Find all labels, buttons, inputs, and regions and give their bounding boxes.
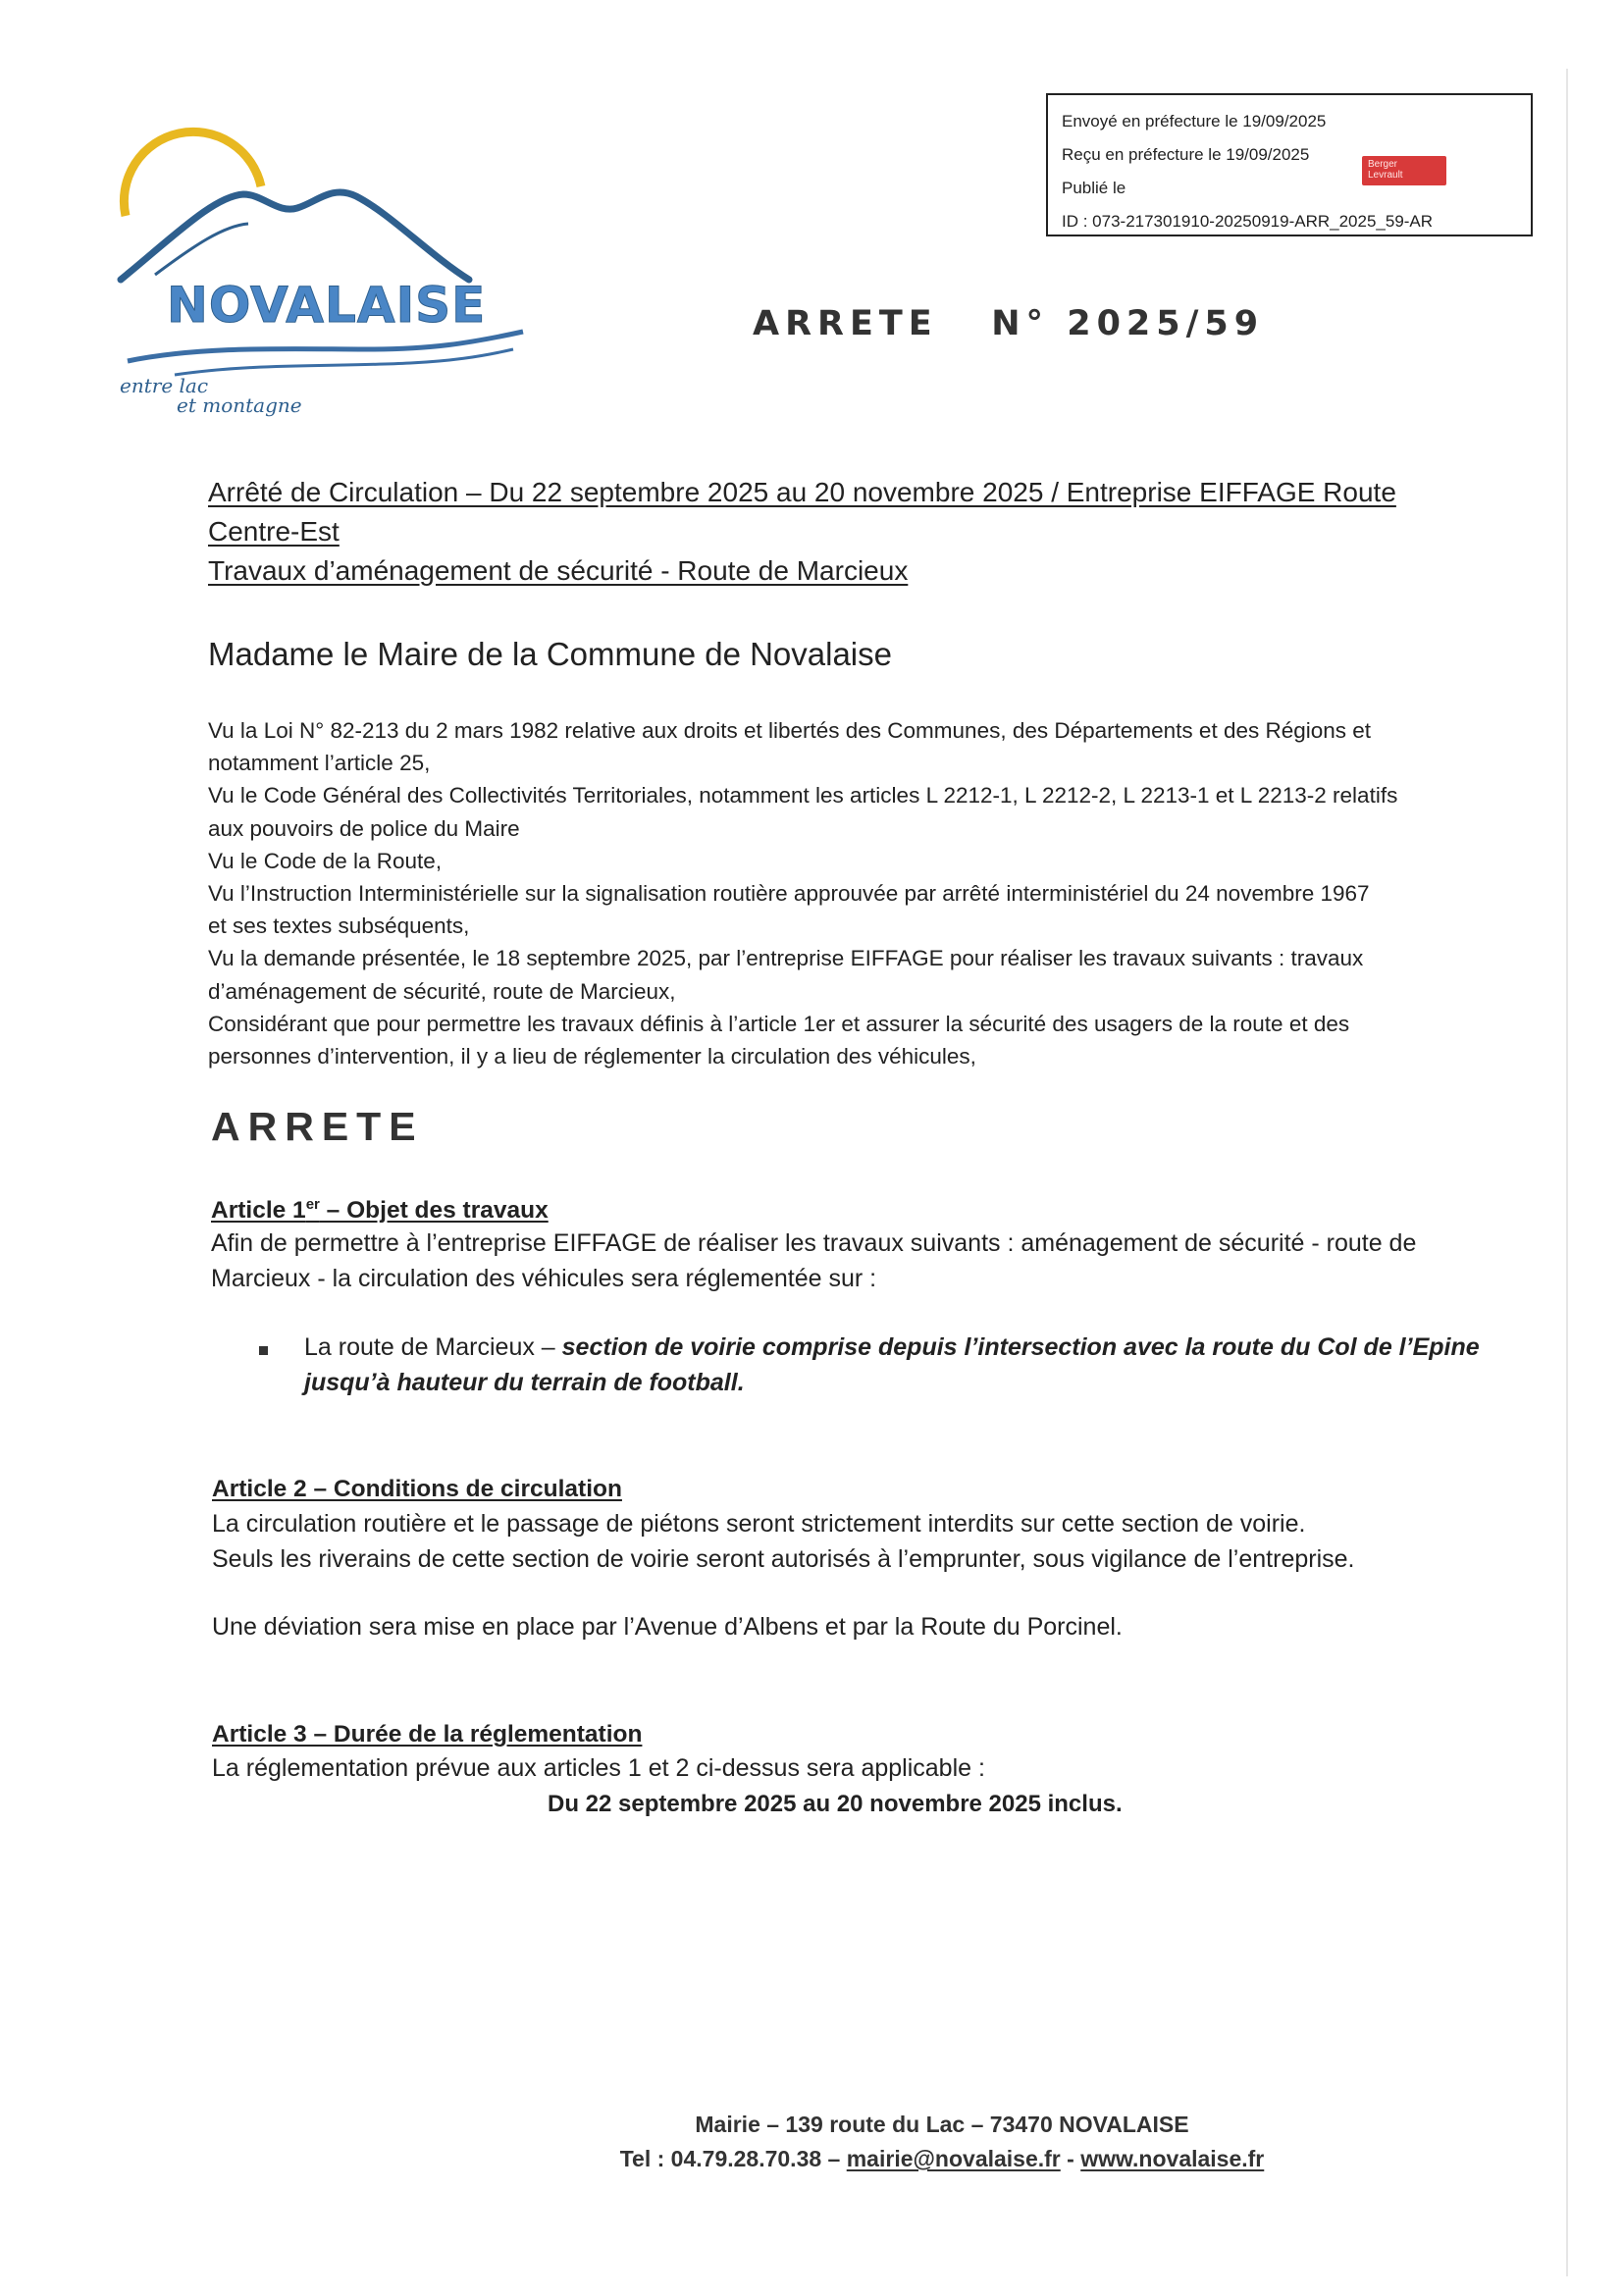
- article-1-body-line: Marcieux - la circulation des véhicules sera réglementée sur :: [211, 1265, 877, 1292]
- article-1-title: [211, 1196, 549, 1225]
- logo-name: NOVALAISE: [167, 277, 487, 334]
- stamp-sent-date: Envoyé en préfecture le 19/09/2025: [1062, 112, 1327, 130]
- article-2-body: [212, 1506, 1527, 1577]
- berger-levrault-logo: Berger Levrault: [1362, 156, 1446, 185]
- consideration-line: Vu le Code de la Route,: [208, 848, 443, 873]
- scan-edge-line: [1566, 69, 1568, 2276]
- article-1-bullet: [304, 1330, 1531, 1400]
- consideration-line: et ses textes subséquents,: [208, 913, 470, 939]
- subject-line-3: Travaux d’aménagement de sécurité - Route de Marcieux: [208, 555, 909, 586]
- article-2-body-line: Seuls les riverains de cette section de voirie seront autorisés à l’emprunter, sous vigilance de l’entreprise.: [212, 1545, 1355, 1573]
- article-3-title: Article 3 – Durée de la réglementation: [212, 1721, 643, 1748]
- decision-heading: ARRETE: [211, 1104, 424, 1149]
- footer-address: Mairie – 139 route du Lac – 73470 NOVALAISE: [695, 2112, 1189, 2137]
- consideration-line: Vu le Code Général des Collectivités Territoriales, notamment les articles L 2212-1, L 2212-2, L 2213-1 et L 2213-2 relatifs: [208, 783, 1398, 809]
- article-1-body-line: Afin de permettre à l’entreprise EIFFAGE de réaliser les travaux suivants : aménagement de sécurité - route de: [211, 1229, 1417, 1257]
- considerations: [208, 714, 1490, 1072]
- article-1-title-sup: er: [305, 1196, 320, 1213]
- bullet-italic-text: section de voirie comprise depuis l’intersection avec la route du Col de l’Epine: [561, 1333, 1480, 1361]
- addressee: Madame le Maire de la Commune de Novalaise: [208, 636, 892, 672]
- bullet-plain-text: La route de Marcieux –: [304, 1333, 562, 1361]
- prefecture-stamp: [1046, 93, 1533, 236]
- consideration-line: Vu l’Instruction Interministérielle sur la signalisation routière approuvée par arrêté interministériel du 24 novembre 1967: [208, 881, 1370, 907]
- article-3-body: La réglementation prévue aux articles 1 et 2 ci-dessus sera applicable :: [212, 1754, 985, 1782]
- consideration-line: d’aménagement de sécurité, route de Marcieux,: [208, 978, 676, 1004]
- logo-tagline-1: entre lac: [120, 374, 209, 397]
- novalaise-logo: [116, 118, 538, 422]
- consideration-line: aux pouvoirs de police du Maire: [208, 815, 520, 841]
- bullet-italic-text-2: jusqu’à hauteur du terrain de football.: [304, 1369, 745, 1396]
- consideration-line: Vu la demande présentée, le 18 septembre 2025, par l’entreprise EIFFAGE pour réaliser les travaux suivants : travaux: [208, 946, 1364, 971]
- decree-subject: [208, 473, 1513, 591]
- stamp-id: ID : 073-217301910-20250919-ARR_2025_59-AR: [1062, 212, 1434, 231]
- footer: [540, 2108, 1344, 2176]
- decree-number-title: ARRETE N° 2025/59: [753, 304, 1265, 343]
- article-2-body-line: La circulation routière et le passage de piétons seront strictement interdits sur cette section de voirie.: [212, 1510, 1306, 1538]
- footer-email-link[interactable]: mairie@novalaise.fr: [846, 2146, 1061, 2171]
- wave-1: [128, 332, 523, 361]
- article-2-deviation: Une déviation sera mise en place par l’Avenue d’Albens et par la Route du Porcinel.: [212, 1613, 1123, 1641]
- bullet-marker: [259, 1346, 268, 1355]
- sun-arc: [124, 131, 261, 216]
- consideration-line: Considérant que pour permettre les travaux définis à l’article 1er et assurer la sécurité des usagers de la route et des: [208, 1011, 1350, 1036]
- consideration-line: personnes d’intervention, il y a lieu de réglementer la circulation des véhicules,: [208, 1044, 976, 1070]
- footer-tel: Tel : 04.79.28.70.38 –: [619, 2146, 847, 2171]
- consideration-line: Vu la Loi N° 82-213 du 2 mars 1982 relative aux droits et libertés des Communes, des Départements et des Régions et: [208, 718, 1372, 743]
- article-3-period: Du 22 septembre 2025 au 20 novembre 2025 inclus.: [548, 1791, 1123, 1817]
- logo-tagline-2: et montagne: [177, 393, 302, 417]
- article-1-body: [211, 1226, 1526, 1296]
- article-2-title: Article 2 – Conditions de circulation: [212, 1476, 622, 1502]
- mountain-outline: [121, 192, 469, 280]
- article-1-title-post: – Objet des travaux: [319, 1197, 549, 1225]
- stamp-received-date: Reçu en préfecture le 19/09/2025: [1062, 145, 1310, 164]
- article-1-title-pre: Article 1: [211, 1197, 306, 1225]
- stamp-published: Publié le: [1062, 179, 1126, 197]
- subject-line-1: Arrêté de Circulation – Du 22 septembre 2025 au 20 novembre 2025 / Entreprise EIFFAGE Route: [208, 477, 1396, 507]
- wave-2: [175, 349, 513, 375]
- footer-separator: -: [1060, 2146, 1081, 2171]
- footer-contact: [540, 2142, 1344, 2176]
- footer-website-link[interactable]: www.novalaise.fr: [1080, 2146, 1265, 2171]
- consideration-line: notamment l’article 25,: [208, 751, 431, 776]
- subject-line-2: Centre-Est: [208, 516, 340, 547]
